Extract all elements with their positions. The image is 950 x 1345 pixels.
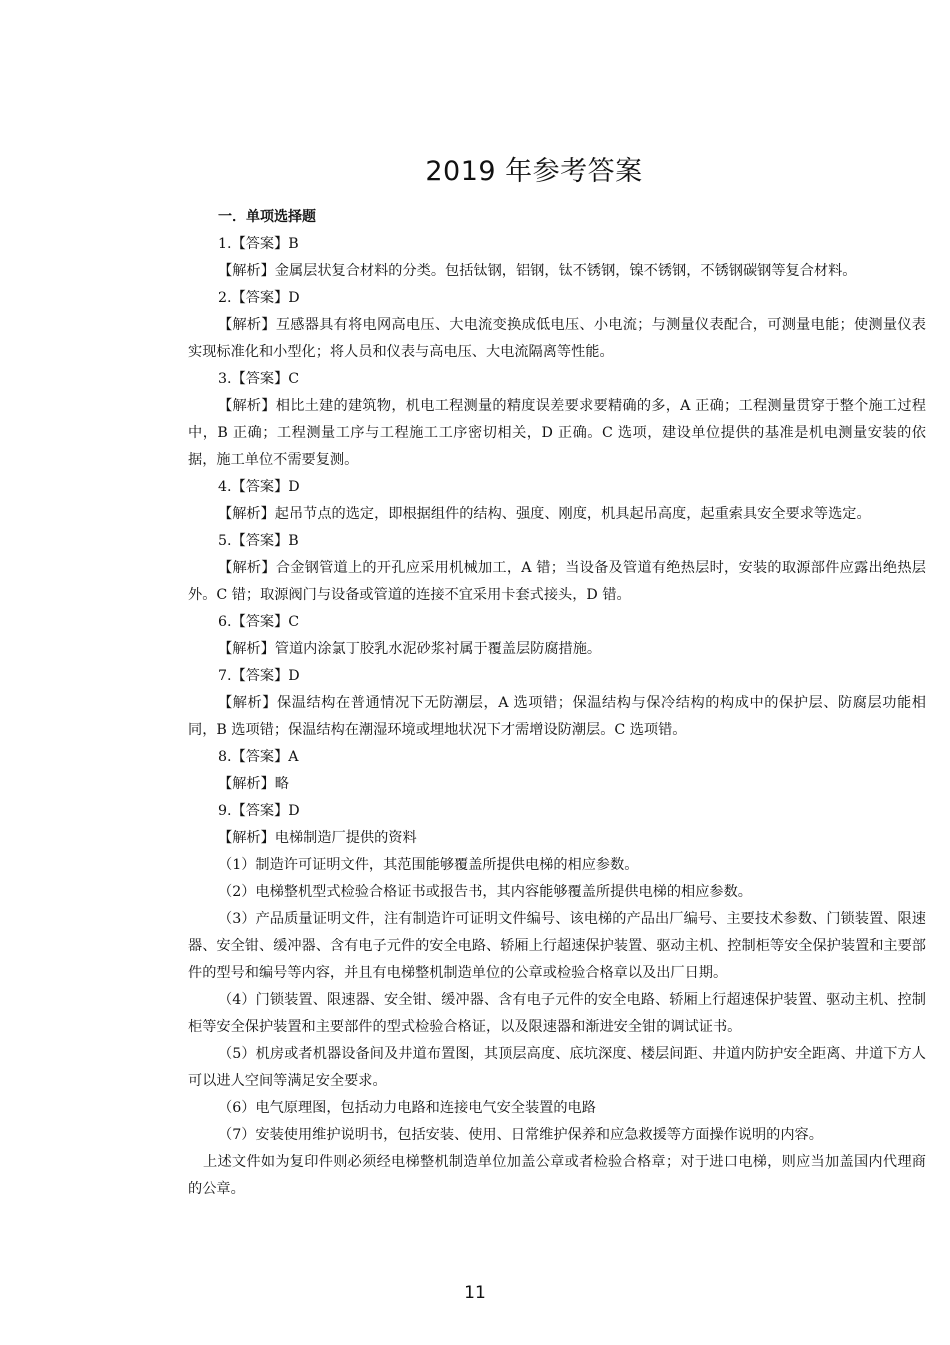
- answer-6: 6.【答案】C: [218, 614, 300, 630]
- analysis-label: 【解析】: [218, 641, 275, 657]
- sub-item-2: （2）电梯整机型式检验合格证书或报告书，其内容能够覆盖所提供电梯的相应参数。: [218, 884, 752, 900]
- analysis-7: [188, 690, 926, 744]
- answer-9: 9.【答案】D: [218, 803, 300, 819]
- analysis-text: 起吊节点的选定，即根据组件的结构、强度、刚度，机具起吊高度，起重索具安全要求等选定。: [274, 506, 871, 522]
- answer-2: 2.【答案】D: [218, 290, 300, 306]
- sub-item-4: （4）门锁装置、限速器、安全钳、缓冲器、含有电子元件的安全电路、轿厢上行超速保护装置、驱动主机、控制柜等安全保护装置和主要部件的型式检验合格证，以及限速器和渐进安全钳的调试证书。: [188, 992, 926, 1035]
- sub-item-3: （3）产品质量证明文件，注有制造许可证明文件编号、该电梯的产品出厂编号、主要技术参数、门锁装置、限速器、安全钳、缓冲器、含有电子元件的安全电路、轿厢上行超速保护装置、驱动主机、控制柜等安全保护装置和主要部件的型号和编号等内容，并且有电梯整机制造单位的公章或检验合格章以及出厂日期。: [188, 911, 926, 981]
- page-title: 2019 年参考答案: [425, 156, 643, 187]
- analysis-text: 保温结构在普通情况下无防潮层，A 选项错；保温结构与保冷结构的构成中的保护层、防腐层功能相同，B 选项错；保温结构在潮湿环境或埋地状况下才需增设防潮层。C 选项错。: [188, 695, 926, 738]
- sub-item-5: （5）机房或者机器设备间及井道布置图，其顶层高度、底坑深度、楼层间距、井道内防护安全距离、井道下方人可以进人空间等满足安全要求。: [188, 1046, 926, 1089]
- analysis-text: 管道内涂氯丁胶乳水泥砂浆衬属于覆盖层防腐措施。: [274, 641, 602, 657]
- answer-7: 7.【答案】D: [218, 668, 300, 684]
- analysis-3: [188, 393, 926, 474]
- analysis-text: 互感器具有将电网高电压、大电流变换成低电压、小电流；与测量仪表配合，可测量电能；使测量仪表实现标准化和小型化；将人员和仪表与高电压、大电流隔离等性能。: [188, 317, 926, 360]
- sub-item-1: （1）制造许可证明文件，其范围能够覆盖所提供电梯的相应参数。: [218, 857, 639, 873]
- answer-5: 5.【答案】B: [218, 533, 299, 549]
- analysis-label: 【解析】: [218, 506, 275, 522]
- answer-8: 8.【答案】A: [218, 749, 299, 765]
- analysis-label: 【解析】: [218, 398, 276, 414]
- analysis-2: [188, 312, 926, 366]
- answer-4: 4.【答案】D: [218, 479, 300, 495]
- analysis-1: [188, 258, 926, 285]
- analysis-label: 【解析】: [218, 776, 275, 792]
- analysis-6: [188, 636, 926, 663]
- analysis-label: 【解析】: [218, 695, 277, 711]
- analysis-label: 【解析】: [218, 317, 276, 333]
- analysis-label: 【解析】: [218, 830, 275, 846]
- analysis-5: [188, 555, 926, 609]
- page-number: 11: [464, 1283, 486, 1303]
- analysis-label: 【解析】: [218, 263, 275, 279]
- sub-item-6: （6）电气原理图，包括动力电路和连接电气安全装置的电路: [218, 1100, 596, 1116]
- analysis-text: 金属层状复合材料的分类。包括钛钢，铝钢，钛不锈钢，镍不锈钢，不锈钢碳钢等复合材料。: [274, 263, 857, 279]
- analysis-8: [188, 771, 926, 798]
- analysis-label: 【解析】: [218, 560, 276, 576]
- analysis-text: 相比土建的建筑物，机电工程测量的精度误差要求要精确的多，A 正确；工程测量贯穿于整个施工过程中，B 正确；工程测量工序与工程施工工序密切相关，D 正确。C 选项，建设单位提供的基准是机电测量安装的依据，施工单位不需要复测。: [188, 398, 926, 468]
- sub-item-7: （7）安装使用维护说明书，包括安装、使用、日常维护保养和应急救援等方面操作说明的内容。: [218, 1127, 823, 1143]
- answer-content: [188, 204, 926, 1203]
- section-heading: 一．单项选择题: [218, 209, 316, 225]
- closing-note: 上述文件如为复印件则必须经电梯整机制造单位加盖公章或者检验合格章；对于进口电梯，则应当加盖国内代理商的公章。: [188, 1154, 926, 1197]
- analysis-9: [188, 825, 926, 852]
- analysis-text: 合金钢管道上的开孔应采用机械加工，A 错；当设备及管道有绝热层时，安装的取源部件应露出绝热层外。C 错；取源阀门与设备或管道的连接不宜采用卡套式接头，D 错。: [188, 560, 926, 603]
- answer-3: 3.【答案】C: [218, 371, 300, 387]
- analysis-text: 电梯制造厂提供的资料: [274, 830, 417, 846]
- answer-1: 1.【答案】B: [218, 236, 299, 252]
- analysis-text: 略: [274, 776, 289, 792]
- analysis-4: [188, 501, 926, 528]
